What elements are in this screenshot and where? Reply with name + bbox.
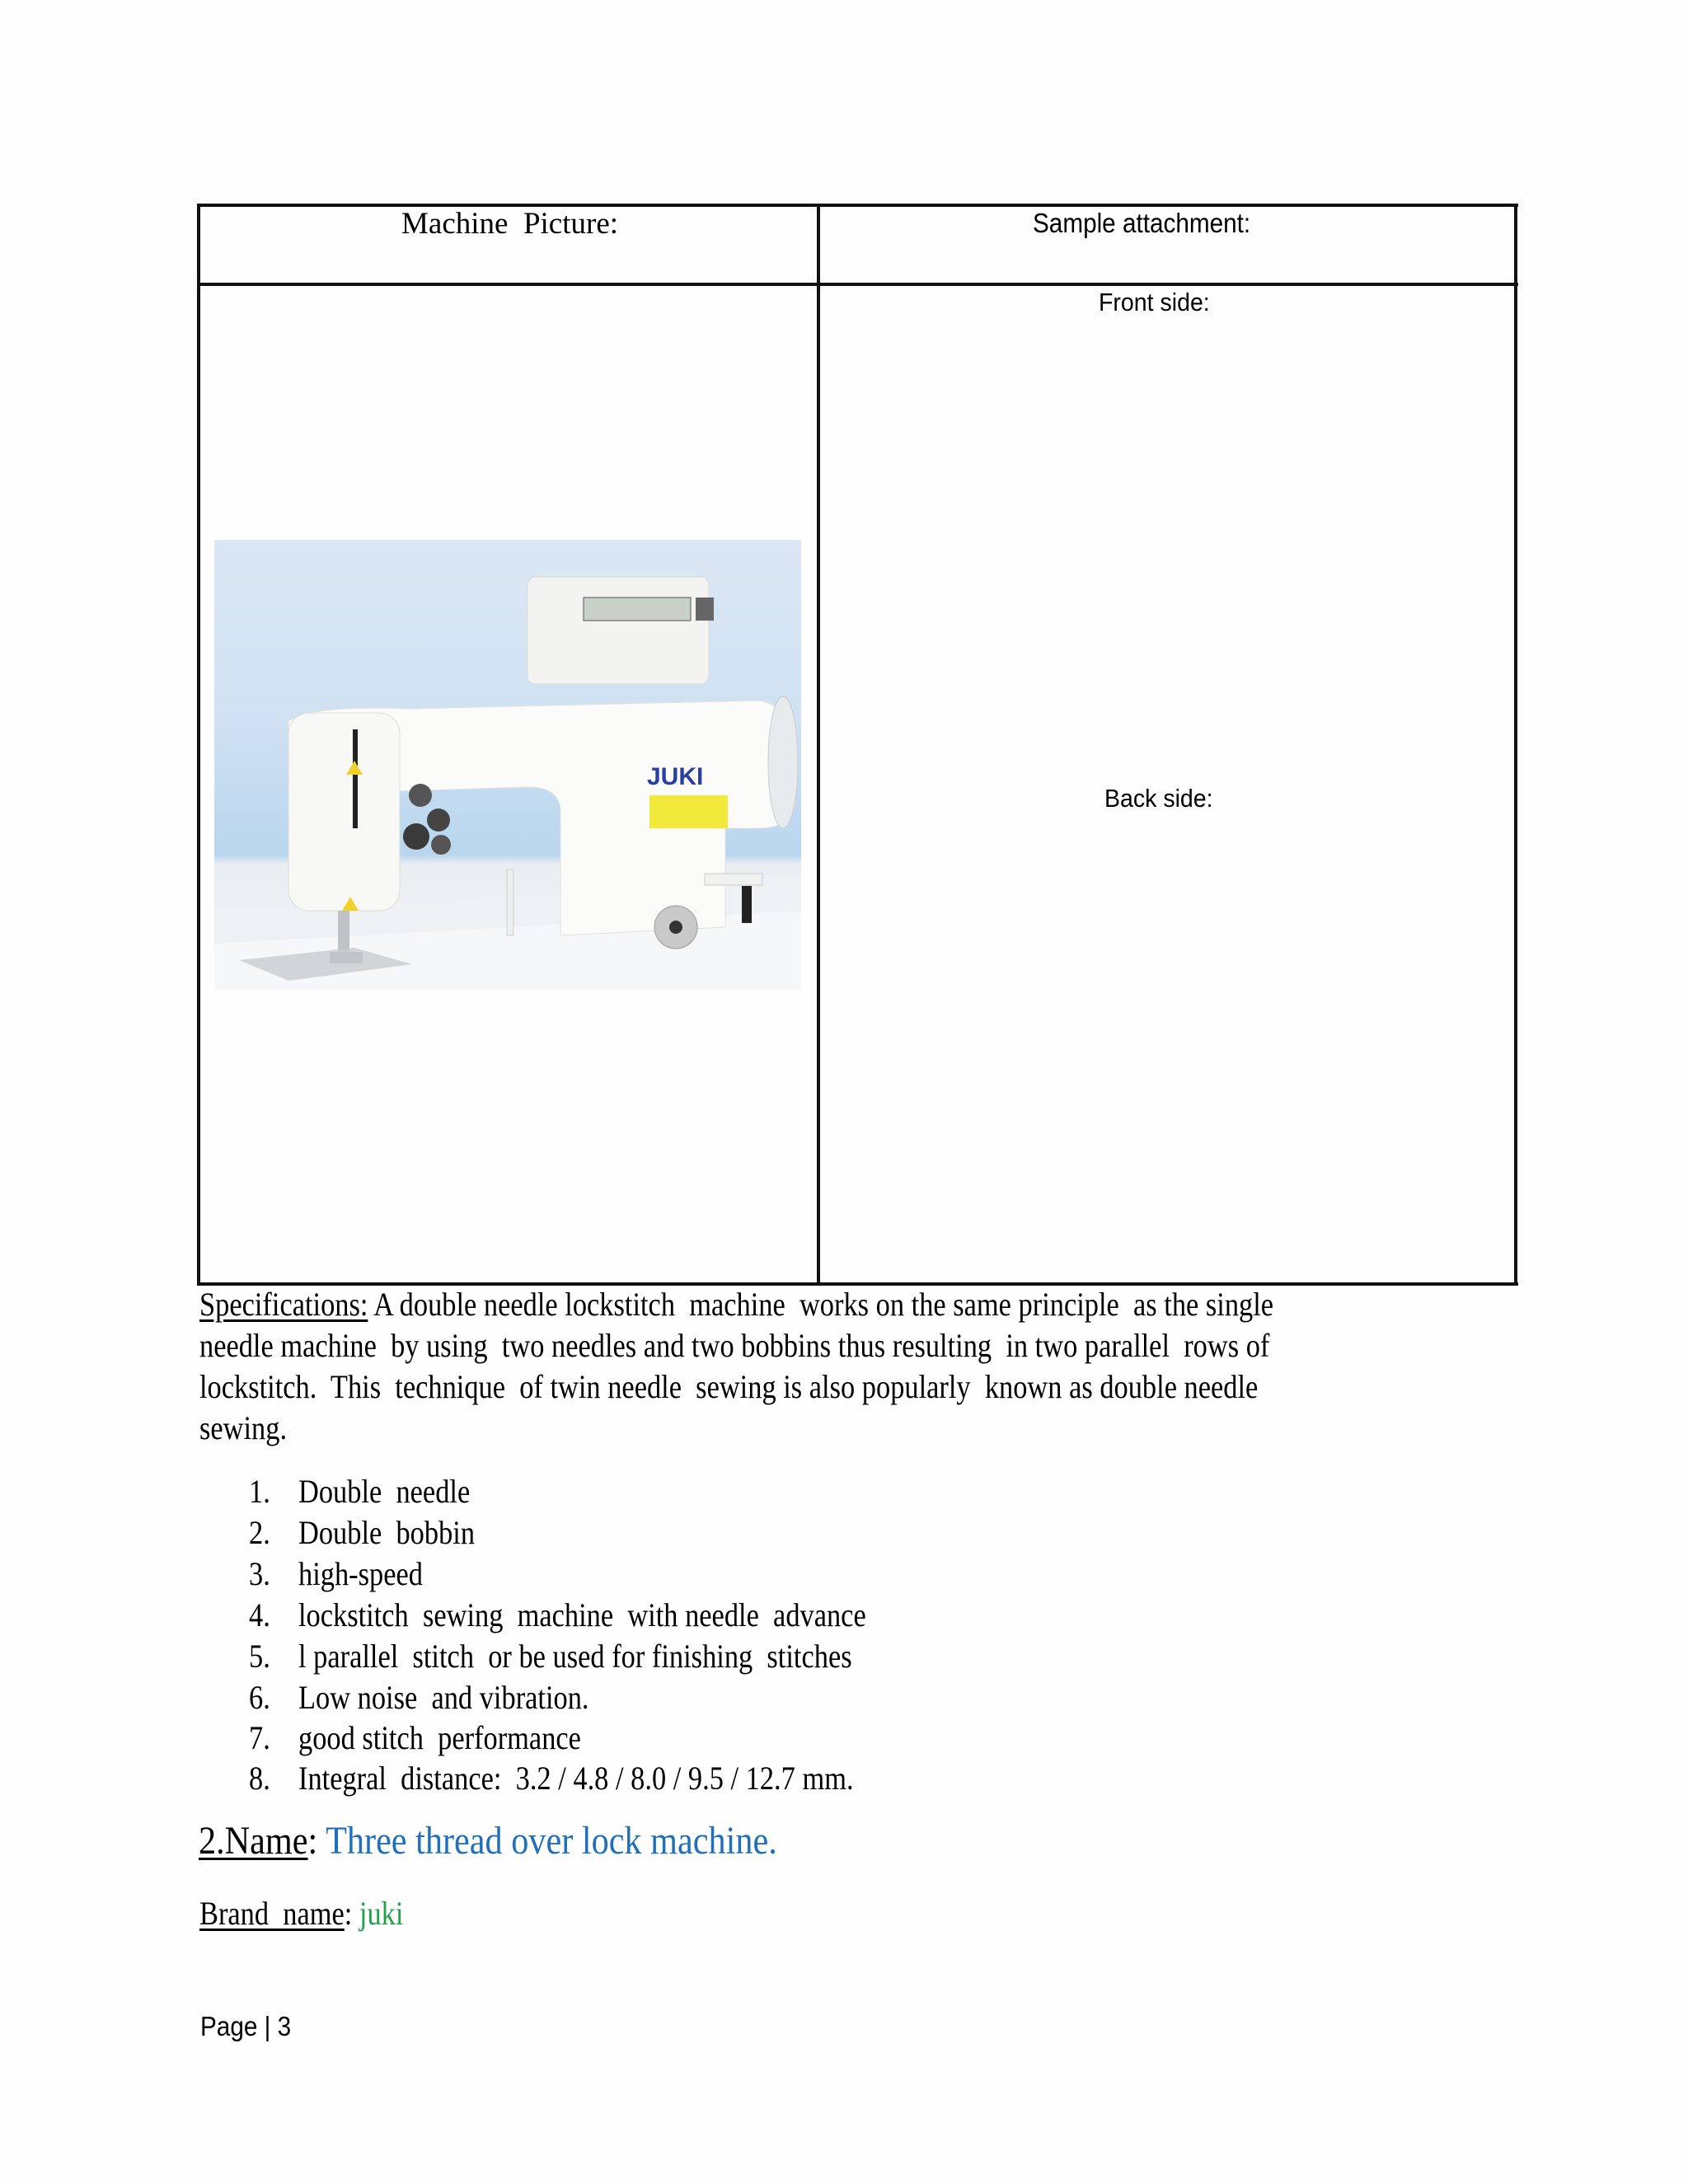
- list-item-number: 3.: [249, 1555, 270, 1592]
- table-border-left: [197, 204, 200, 1286]
- list-item: lockstitch sewing machine with needle advance: [298, 1596, 866, 1633]
- header-machine-picture: Machine Picture:: [401, 207, 619, 241]
- front-side-label: Front side:: [1099, 288, 1210, 316]
- back-side-label: Back side:: [1104, 784, 1213, 813]
- list-item-number: 8.: [249, 1760, 270, 1797]
- list-item-number: 1.: [249, 1473, 270, 1510]
- list-item-number: 7.: [249, 1719, 270, 1756]
- table-border-right: [1514, 204, 1517, 1286]
- brand-label: Brand name: [199, 1895, 345, 1932]
- list-item: l parallel stitch or be used for finishing stitches: [298, 1638, 852, 1675]
- machine-2-name: 2.Name: Three thread over lock machine.: [199, 1819, 777, 1863]
- brand-value: juki: [352, 1895, 404, 1932]
- list-item-number: 6.: [249, 1679, 270, 1716]
- table-column-divider: [817, 204, 820, 1286]
- list-item: Double bobbin: [298, 1514, 476, 1551]
- table-border-top: [197, 204, 1518, 207]
- sewing-machine-illustration: [214, 540, 801, 990]
- specifications-label: Specifications:: [199, 1286, 368, 1323]
- list-item: Integral distance: 3.2 / 4.8 / 8.0 / 9.5 / 12.7 mm.: [298, 1760, 854, 1797]
- name-label: 2.Name: [199, 1819, 308, 1863]
- list-item-number: 4.: [249, 1596, 270, 1633]
- machine-photo: [214, 540, 801, 990]
- list-item-number: 5.: [249, 1638, 270, 1675]
- brand-name-line: Brand name: juki: [199, 1895, 404, 1932]
- specifications-line-4: sewing.: [199, 1409, 288, 1446]
- juki-logo: JUKI: [647, 763, 704, 790]
- list-item: good stitch performance: [298, 1719, 581, 1756]
- specifications-line-1: Specifications: A double needle lockstitch machine works on the same principle as the single: [199, 1286, 1274, 1323]
- list-item: Double needle: [298, 1473, 471, 1510]
- list-item-number: 2.: [249, 1514, 270, 1551]
- list-item: high-speed: [298, 1555, 423, 1592]
- name-value: Three thread over lock machine.: [317, 1819, 777, 1863]
- specifications-line-2: needle machine by using two needles and two bobbins thus resulting in two parallel rows of: [199, 1327, 1270, 1364]
- specifications-line-3: lockstitch. This technique of twin needle sewing is also popularly known as double needle: [199, 1368, 1259, 1405]
- list-item: Low noise and vibration.: [298, 1679, 589, 1716]
- page-number: Page | 3: [200, 2011, 292, 2041]
- table-header-divider: [197, 283, 1518, 286]
- header-sample-attachment: Sample attachment:: [1033, 208, 1251, 238]
